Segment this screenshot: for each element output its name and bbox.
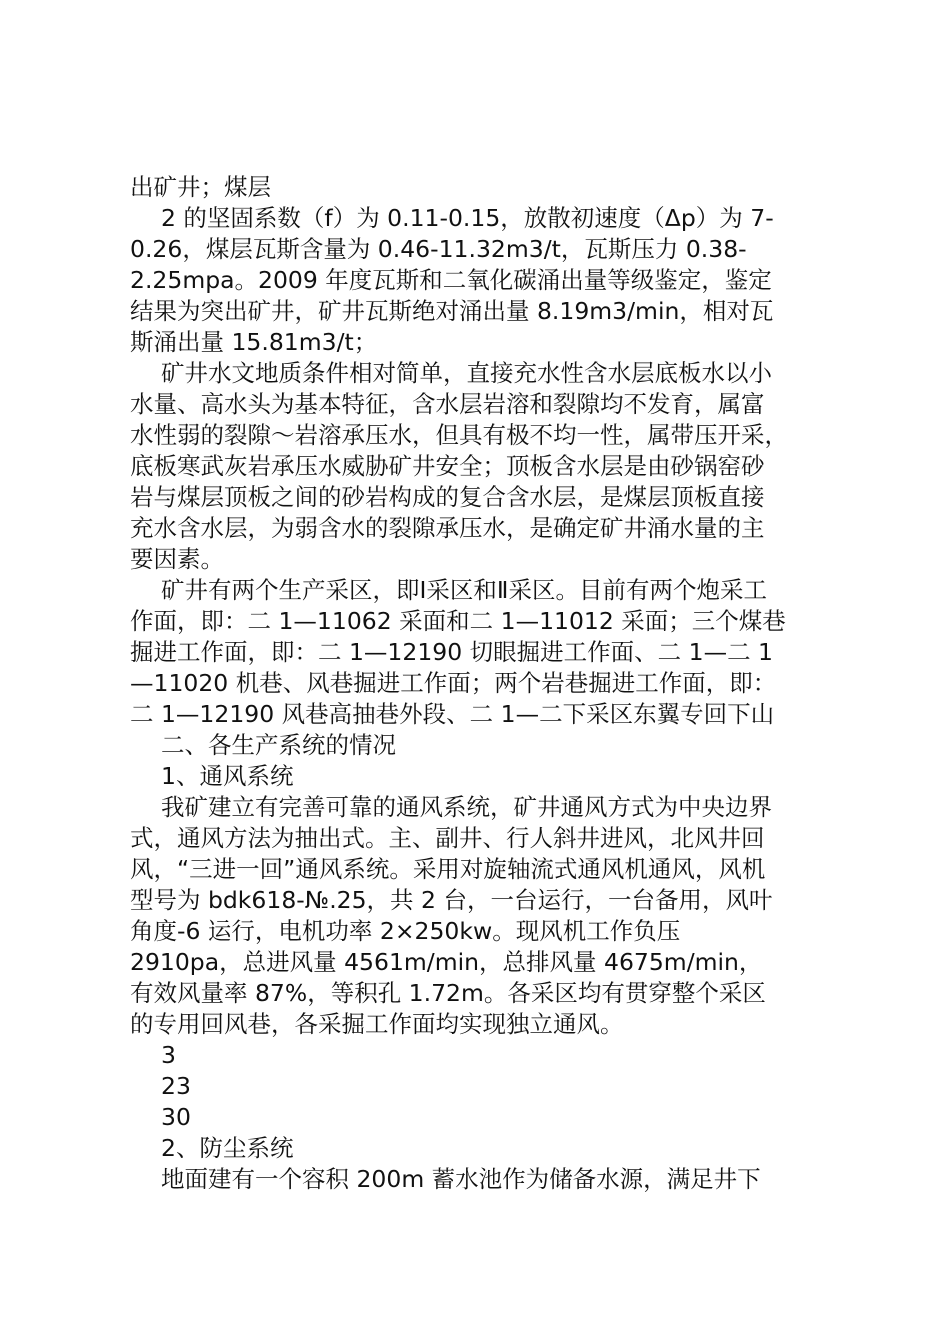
text-line: 充水含水层，为弱含水的裂隙承压水，是确定矿井涌水量的主 xyxy=(130,514,765,542)
text-line: 型号为 bdk618-№.25，共 2 台，一台运行，一台备用，风叶 xyxy=(130,886,773,914)
text-line: 岩与煤层顶板之间的砂岩构成的复合含水层，是煤层顶板直接 xyxy=(130,483,765,511)
text-line: 的专用回风巷，各采掘工作面均实现独立通风。 xyxy=(130,1010,624,1038)
text-line: 0.26，煤层瓦斯含量为 0.46-11.32m3/t，瓦斯压力 0.38- xyxy=(130,235,747,263)
text-line: 作面，即：二 1—11062 采面和二 1—11012 采面；三个煤巷 xyxy=(130,607,786,635)
text-line: 水量、高水头为基本特征，含水层岩溶和裂隙均不发育，属富 xyxy=(130,390,765,418)
superscript-fragment: 23 xyxy=(161,1072,191,1100)
text-line: 式，通风方法为抽出式。主、副井、行人斜井进风，北风井回 xyxy=(130,824,765,852)
text-line: 我矿建立有完善可靠的通风系统，矿井通风方式为中央边界 xyxy=(161,793,772,821)
text-line: 矿井水文地质条件相对简单，直接充水性含水层底板水以小 xyxy=(161,359,772,387)
text-line: 水性弱的裂隙～岩溶承压水，但具有极不均一性，属带压开采， xyxy=(130,421,788,449)
superscript-fragment: 30 xyxy=(161,1103,191,1131)
subsection-heading: 2、防尘系统 xyxy=(161,1134,294,1162)
text-line: 斯涌出量 15.81m3/t； xyxy=(130,328,378,356)
text-line: 掘进工作面，即：二 1—12190 切眼掘进工作面、二 1—二 1 xyxy=(130,638,773,666)
text-line: 矿井有两个生产采区，即Ⅰ采区和Ⅱ采区。目前有两个炮采工 xyxy=(161,576,767,604)
text-line: 出矿井；煤层 xyxy=(130,173,271,201)
text-line: 2.25mpa。2009 年度瓦斯和二氧化碳涌出量等级鉴定，鉴定 xyxy=(130,266,772,294)
text-line: 要因素。 xyxy=(130,545,224,573)
text-line: 风，“三进一回”通风系统。采用对旋轴流式通风机通风，风机 xyxy=(130,855,766,883)
text-line: 2910pa，总进风量 4561m/min，总排风量 4675m/min， xyxy=(130,948,763,976)
text-line: 2 的坚固系数（f）为 0.11-0.15，放散初速度（Δp）为 7- xyxy=(161,204,774,232)
subsection-heading: 1、通风系统 xyxy=(161,762,294,790)
superscript-fragment: 3 xyxy=(161,1041,176,1069)
text-line: 结果为突出矿井，矿井瓦斯绝对涌出量 8.19m3/min，相对瓦 xyxy=(130,297,774,325)
text-line: 底板寒武灰岩承压水威胁矿井安全；顶板含水层是由砂锅窑砂 xyxy=(130,452,765,480)
text-line: 角度-6 运行，电机功率 2×250kw。现风机工作负压 xyxy=(130,917,681,945)
document-body xyxy=(130,172,842,1195)
section-heading: 二、各生产系统的情况 xyxy=(161,731,396,759)
text-line: 有效风量率 87%，等积孔 1.72m。各采区均有贯穿整个采区 xyxy=(130,979,766,1007)
text-line: 地面建有一个容积 200m 蓄水池作为储备水源，满足井下 xyxy=(161,1165,761,1193)
text-line: —11020 机巷、风巷掘进工作面；两个岩巷掘进工作面，即： xyxy=(130,669,777,697)
text-line: 二 1—12190 风巷高抽巷外段、二 1—二下采区东翼专回下山 xyxy=(130,700,775,728)
